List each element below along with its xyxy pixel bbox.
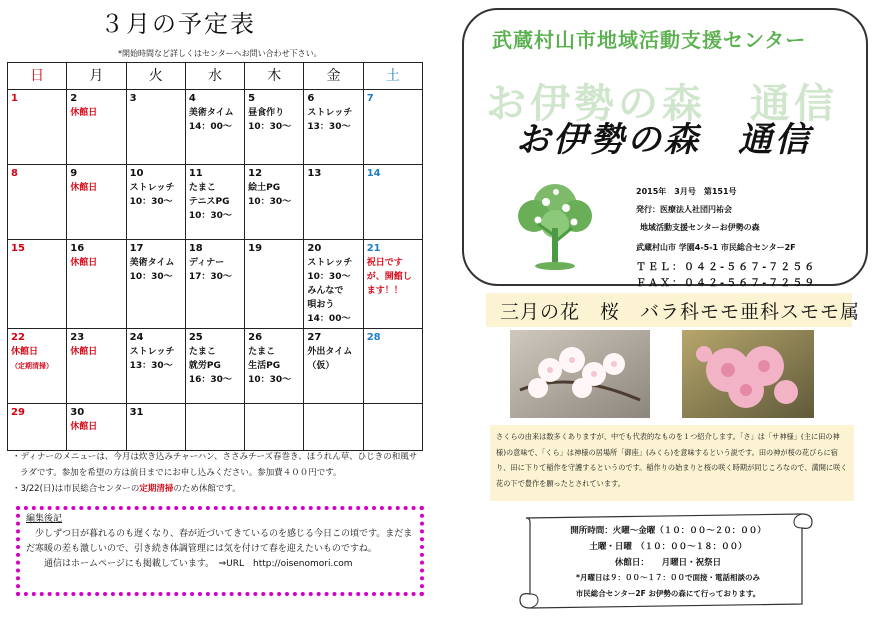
- day-number: 18: [188, 243, 203, 254]
- day-event: 休館日: [70, 183, 98, 193]
- day-number: 15: [11, 243, 25, 254]
- flower-title: 三月の花 桜 バラ科モモ亜科スモモ属: [500, 301, 861, 323]
- day-number: 5: [248, 93, 256, 104]
- day-event: 16：30～: [188, 375, 232, 385]
- calendar-week-row: [8, 240, 423, 329]
- day-number: 21: [366, 243, 381, 254]
- weekday-fri: 金: [304, 63, 363, 90]
- day-event: たまこ: [188, 183, 216, 193]
- day-event: 10：30～: [188, 211, 232, 221]
- weekday-tue: 火: [126, 63, 185, 90]
- postscript-heading: 編集後記: [26, 514, 63, 524]
- day-event: 休館日: [70, 422, 98, 432]
- day-event: （仮）: [307, 361, 335, 371]
- issue-info: 2015年 3月号 第151号: [636, 187, 737, 196]
- hours-open: 開所時間：火曜～金曜（１０：００～２０：００）: [570, 526, 766, 536]
- day-number: 13: [307, 168, 322, 179]
- day-event: たまこ: [248, 347, 276, 357]
- day-number: 3: [129, 93, 137, 104]
- hours-monday: *月曜日は９：００～１７：００で面接・電話相談のみ: [576, 573, 760, 582]
- day-event: 唄おう: [307, 300, 335, 310]
- calendar-day-cell: [245, 165, 304, 240]
- calendar-day-cell: [126, 90, 185, 165]
- day-number: 19: [248, 243, 263, 254]
- menu-note: [12, 449, 432, 497]
- calendar-day-cell: [8, 90, 67, 165]
- day-event: 10：30～: [248, 375, 292, 385]
- day-number: 12: [248, 168, 263, 179]
- editor-postscript: [16, 506, 424, 596]
- day-event: ストレッチ: [307, 258, 353, 268]
- calendar-table: [7, 62, 423, 451]
- pink-cherry-blossom-photo: [682, 330, 814, 418]
- day-event: 就労PG: [188, 361, 221, 371]
- day-event: ストレッチ: [307, 108, 353, 118]
- weekday-wed: 水: [185, 63, 244, 90]
- calendar-day-cell: [126, 404, 185, 451]
- calendar-week-row: [8, 165, 423, 240]
- day-number: 26: [248, 332, 263, 343]
- day-number: 30: [70, 407, 85, 418]
- calendar-day-cell: [245, 240, 304, 329]
- menu-note-line2: ラダです。参加を希望の方は前日までにお申し込みください。参加費４００円です。: [20, 468, 342, 478]
- white-cherry-blossom-photo: [510, 330, 650, 418]
- publisher-info: 発行：医療法人社団円祐会: [636, 205, 732, 214]
- calendar-day-cell: [67, 90, 126, 165]
- day-number: 2: [70, 93, 78, 104]
- day-event: 14：00～: [307, 314, 351, 324]
- day-event: ストレッチ: [129, 183, 175, 193]
- day-number: 9: [70, 168, 78, 179]
- weekday-sat: 土: [363, 63, 422, 90]
- day-event: 休館日: [70, 347, 98, 357]
- calendar-day-cell: [126, 240, 185, 329]
- calendar-day-cell: [363, 329, 422, 404]
- day-event: たまこ: [188, 347, 216, 357]
- calendar-day-cell: [363, 404, 422, 451]
- weekday-thu: 木: [245, 63, 304, 90]
- calendar-day-cell: [363, 165, 422, 240]
- day-number: 14: [366, 168, 381, 179]
- day-event: ます！！: [366, 286, 403, 296]
- day-number: 17: [129, 243, 144, 254]
- day-event: 外出タイム: [307, 347, 353, 357]
- day-number: 23: [70, 332, 85, 343]
- calendar-day-cell: [185, 329, 244, 404]
- calendar-day-cell: [67, 240, 126, 329]
- calendar-day-cell: [245, 90, 304, 165]
- calendar-day-cell: [304, 404, 363, 451]
- hours-weekend: 土曜・日曜 （１０：００～１８：００）: [589, 542, 747, 552]
- calendar-day-cell: [8, 329, 67, 404]
- address-info: 武蔵村山市 学園4-5-1 市民総合センター2F: [636, 243, 796, 252]
- calendar-day-cell: [245, 404, 304, 451]
- day-event: 10：30～: [129, 272, 173, 282]
- weekday-mon: 月: [67, 63, 126, 90]
- day-event: 13：30～: [307, 122, 351, 132]
- closure-suffix: のため休館です。: [173, 484, 241, 494]
- calendar-day-cell: [304, 329, 363, 404]
- calendar-day-cell: [126, 329, 185, 404]
- day-event: ディナー: [188, 258, 225, 268]
- calendar-day-cell: [185, 90, 244, 165]
- calendar-day-cell: [245, 329, 304, 404]
- day-event: 10：30～: [307, 272, 351, 282]
- calendar-week-row: [8, 404, 423, 451]
- postscript-homepage: 通信はホームページにも掲載しています。 ⇒URL http://oisenomori.com: [26, 559, 353, 569]
- postscript-body: 少しずつ日が暮れるのも遅くなり、春が近づいてきているのを感じる今日この頃です。まだまだ寒暖の差も激しいので、引き続き体調管理には気を付けて春を迎えたいものですね。: [26, 529, 413, 554]
- day-number: 25: [188, 332, 203, 343]
- day-number: 20: [307, 243, 322, 254]
- day-event: みんなで: [307, 286, 344, 296]
- day-event: 美術タイム: [129, 258, 175, 268]
- day-event: 絵土PG: [248, 183, 281, 193]
- flower-description: さくらの由来は数多くありますが、中でも代表的なものを１つ紹介します。「さ」は「サ神様」(主に田の神様)の意味で、「くら」は神様の居場所「御座」(みくら)を意味するという説です。田の神が桜の花びらに宿り、田に下りて稲作を守護するというのです。稲作りの始まりと桜の咲く時期が同じころなので、満開に咲く花の下で豊作を願ったとされています。: [490, 425, 854, 501]
- calendar-week-row: [8, 90, 423, 165]
- calendar-week-row: [8, 329, 423, 404]
- hours-place: 市民総合センター2F お伊勢の森にて行っております。: [575, 589, 761, 598]
- day-event: 10：30～: [248, 122, 292, 132]
- calendar-day-cell: [8, 240, 67, 329]
- day-event: 13：30～: [129, 361, 173, 371]
- day-event: 休館日: [70, 108, 98, 118]
- day-number: 7: [366, 93, 374, 104]
- org-info: 地域活動支援センターお伊勢の森: [640, 223, 760, 232]
- closure-highlight: 定期清掃: [139, 484, 174, 494]
- calendar-note: *開始時間など詳しくはセンターへお問い合わせ下さい。: [118, 49, 322, 58]
- day-number: 8: [11, 168, 18, 179]
- calendar-day-cell: [363, 90, 422, 165]
- day-number: 11: [188, 168, 203, 179]
- day-event: （定期清掃）: [11, 362, 53, 370]
- day-number: 31: [129, 407, 144, 418]
- day-number: 1: [11, 93, 18, 104]
- day-number: 24: [129, 332, 144, 343]
- day-event: 10：30～: [129, 197, 173, 207]
- day-number: 27: [307, 332, 322, 343]
- calendar-day-cell: [304, 240, 363, 329]
- day-number: 10: [129, 168, 144, 179]
- day-event: が、開館し: [366, 272, 412, 282]
- day-number: 6: [307, 93, 315, 104]
- day-number: 29: [11, 407, 25, 418]
- day-number: 28: [366, 332, 381, 343]
- tel-info: ＴＥＬ：０４２-５６７-７２５６: [636, 262, 817, 273]
- weekday-header-row: [8, 63, 423, 90]
- tree-logo-icon: [508, 176, 602, 272]
- menu-note-line1: ・ディナーのメニューは、今月は炊き込みチャーハン、ささみチーズ春巻き、ほうれん草、ひじきの和風サ: [12, 452, 418, 462]
- closure-note: [12, 481, 432, 497]
- day-event: 10：30～: [248, 197, 292, 207]
- calendar-day-cell: [185, 240, 244, 329]
- calendar-day-cell: [185, 165, 244, 240]
- calendar-day-cell: [8, 404, 67, 451]
- calendar-day-cell: [363, 240, 422, 329]
- background-title: お伊勢の森 通信: [486, 81, 838, 127]
- calendar-day-cell: [67, 404, 126, 451]
- calendar-body: [8, 90, 423, 451]
- calendar-day-cell: [185, 404, 244, 451]
- day-event: 14：00～: [188, 122, 232, 132]
- day-event: 17：30～: [188, 272, 232, 282]
- calendar-day-cell: [67, 329, 126, 404]
- calendar-day-cell: [126, 165, 185, 240]
- calendar-day-cell: [304, 90, 363, 165]
- newsletter-title: お伊勢の森 通信: [516, 120, 812, 160]
- closure-prefix: ・3/22(日)は市民総合センターの: [12, 484, 140, 494]
- weekday-sun: 日: [8, 63, 67, 90]
- hours-closed: 休館日： 月曜日・祝祭日: [614, 558, 722, 568]
- calendar-day-cell: [8, 165, 67, 240]
- calendar-day-cell: [67, 165, 126, 240]
- day-number: 22: [11, 332, 25, 343]
- day-event: 休館日: [70, 258, 98, 268]
- day-event: テニスPG: [188, 197, 230, 207]
- day-event: 祝日です: [366, 258, 403, 268]
- calendar-title: ３月の予定表: [100, 10, 256, 38]
- calendar-day-cell: [304, 165, 363, 240]
- center-name: 武蔵村山市地域活動支援センター: [492, 28, 807, 52]
- day-event: 昼食作り: [248, 108, 285, 118]
- day-event: 生活PG: [248, 361, 281, 371]
- day-number: 16: [70, 243, 85, 254]
- day-number: 4: [188, 93, 196, 104]
- day-event: 美術タイム: [188, 108, 234, 118]
- day-event: ストレッチ: [129, 347, 175, 357]
- fax-info: ＦＡＸ：０４２-５６７-７２５９: [636, 278, 817, 289]
- day-event: 休館日: [11, 347, 39, 357]
